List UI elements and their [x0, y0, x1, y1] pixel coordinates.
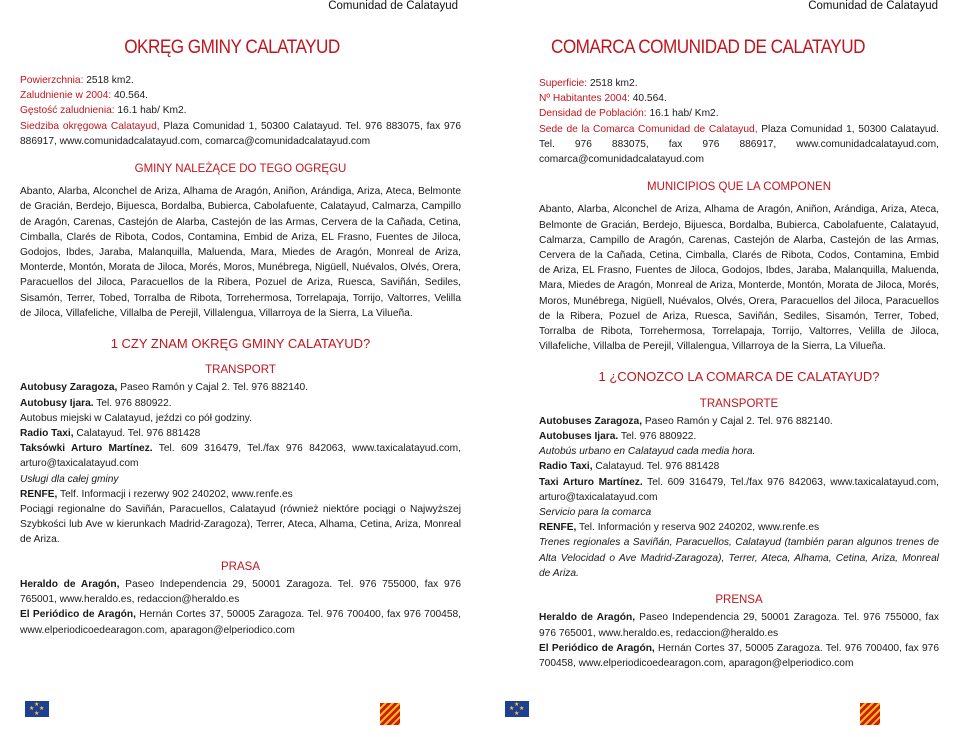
question-heading: 1 CZY ZNAM OKRĘG GMINY CALATAYUD?: [110, 336, 371, 352]
gobierno-de-aragon-logo: [380, 703, 458, 727]
transport-item: Autobús urbano en Calatayud cada media hora.: [539, 446, 756, 458]
transport-list: [20, 380, 461, 547]
municipalities-heading: GMINY NALEŻĄCE DO TEGO OGRĘGU: [134, 163, 347, 176]
press-item: Heraldo de Aragón, Paseo Independencia 29, 50001 Zaragoza. Tel. 976 755000, fax 976 765001, www.heraldo.es, redaccion@heraldo.es: [20, 578, 461, 606]
press-heading: PRENSA: [715, 594, 763, 607]
seat-info: Sede de la Comarca Comunidad de Calatayud, Plaza Comunidad 1, 50300 Calatayud. Tel. 976 883075, fax 976 886917, www.comunidadcalatayud.com, comarca@comunidadcalatayud.com: [539, 123, 939, 166]
municipalities-list: Abanto, Alarba, Alconchel de Ariza, Alhama de Aragón, Aniñon, Arándiga, Ariza, Ateca, Belmonte de Gracián, Berdejo, Bijuesca, Bordalba, Bubierca, Cabolafuente, Calatayud, Calmarza, Campillo de Aragón, Carenas, Castejón de Alarba, Castejón de las Armas, Cervera de la Cañada, Cetina, Cimballa, Clarés de Ribota, Codos, Contamina, Embid de Ariza, EL Frasno, Fuentes de Jiloca, Godojos, Ibdes, Jaraba, Malanquilla, Maluenda, Mara, Miedes de Aragón, Monreal de Ariza, Monterde, Montón, Morata de Jiloca, Morés, Moros, Munébrega, Nigüell, Nuévalos, Olvés, Orera, Paracuellos del Jiloca, Paracuellos de la Ribera, Pozuel de Ariza, Ruesca, Saviñán, Sediles, Sisamón, Terrer, Tobed, Torralba de Ribota, Torrehermosa, Torrelapaja, Torrijo, Valtorres, Velilla de Jiloca, Villafeliche, Villalba de Perejil, Villalengua, Villarroya de la Sierra, La Vilueña.: [539, 204, 939, 353]
transport-item: Autobusy Zaragoza, Paseo Ramón y Cajal 2. Tel. 976 882140.: [20, 382, 309, 394]
stat-line: Gęstość zaludnienia: 16.1 hab/ Km2.: [20, 105, 187, 117]
press-list: [20, 577, 461, 638]
gobierno-de-aragon-logo: [860, 703, 938, 727]
stat-line: Superficie: 2518 km2.: [539, 78, 638, 89]
transport-item: RENFE, Tel. Información y reserva 902 240202, www.renfe.es: [539, 522, 820, 534]
aragon-stripes-icon: [860, 703, 880, 725]
press-item: El Periódico de Aragón, Hernán Cortes 37, 50005 Zaragoza. Tel. 976 700400, fax 976 700458, www.elperiodicoedearagon.com, aparagon@elperiodico.com: [539, 642, 939, 669]
eu-flag-logo: [505, 701, 535, 729]
press-item: Heraldo de Aragón, Paseo Independencia 29, 50001 Zaragoza. Tel. 976 755000, fax 976 765001, www.heraldo.es, redaccion@heraldo.es: [539, 612, 939, 639]
press-heading: PRASA: [221, 560, 260, 573]
transport-item: Autobuses Ijara. Tel. 976 880922.: [539, 431, 697, 443]
seat-info: Siedziba okręgowa Calatayud, Plaza Comunidad 1, 50300 Calatayud. Tel. 976 883075, fax 976 886917, www.comunidadcalatayud.com, comarca@comunidadcalatayud.com: [20, 120, 462, 147]
right-page-spanish: [480, 0, 960, 733]
municipalities-list: Abanto, Alarba, Alconchel de Ariza, Alhama de Aragón, Aniñon, Arándiga, Ariza, Ateca, Belmonte de Gracián, Berdejo, Bijuesca, Bordalba, Bubierca, Cabolafuente, Calatayud, Calmarza, Campillo de Aragón, Carenas, Castejón de Alarba, Castejón de las Armas, Cervera de la Cañada, Cetina, Cimballa, Clarés de Ribota, Codos, Contamina, Embid de Ariza, EL Frasno, Fuentes de Jiloca, Godojos, Ibdes, Jaraba, Malanquilla, Maluenda, Mara, Miedes de Aragón, Monreal de Ariza, Monterde, Montón, Morata de Jiloca, Morés, Moros, Munébrega, Nigüell, Nuévalos, Olvés, Orera, Paracuellos del Jiloca, Paracuellos de la Ribera, Pozuel de Ariza, Ruesca, Saviñán, Sediles, Sisamón, Terrer, Tobed, Torralba de Ribota, Torrehermosa, Torrelapaja, Torrijo, Valtorres, Velilla de Jiloca, Villafeliche, Villalba de Perejil, Villalengua, Villarroya de la Sierra, La Vilueña.: [20, 186, 461, 319]
aragon-stripes-icon: [380, 703, 400, 725]
transport-item: Taxi Arturo Martínez. Tel. 609 316479, Tel./fax 976 842063, www.taxicalatayud.com, arturo@taxicalatayud.com: [539, 476, 939, 503]
transport-item: Trenes regionales a Saviñán, Paracuellos, Calatayud (también paran algunos trenes de Alta Velocidad o Ave Madrid-Zaragoza), Terrer, Ateca, Alhama, Cetina, Ariza, Monreal de Ariza.: [539, 537, 939, 579]
footer-logos: [480, 699, 960, 729]
transport-item: Radio Taxi, Calatayud. Tel. 976 881428: [20, 428, 201, 440]
transport-item: Taksówki Arturo Martínez. Tel. 609 316479, Tel./fax 976 842063, www.taxicalatayud.com, arturo@taxicalatayud.com: [20, 443, 461, 470]
footer-logos: [0, 699, 480, 729]
running-head: Comunidad de Calatayud: [808, 0, 938, 12]
press-item: El Periódico de Aragón, Hernán Cortes 37, 50005 Zaragoza. Tel. 976 700400, fax 976 700458, www.elperiodicoedearagon.com, aparagon@elperiodico.com: [20, 609, 461, 636]
page-title: COMARCA COMUNIDAD DE CALATAYUD: [550, 36, 866, 58]
question-heading: 1 ¿CONOZCO LA COMARCA DE CALATAYUD?: [598, 369, 880, 385]
transport-heading: TRANSPORTE: [699, 397, 779, 410]
transport-item: RENFE, Telf. Informacji i rezerwy 902 240202, www.renfe.es: [20, 488, 293, 500]
eu-flag-icon: ★ ★ ★ ★: [505, 701, 529, 717]
municipalities-heading: MUNICIPIOS QUE LA COMPONEN: [646, 181, 832, 194]
eu-flag-logo: [25, 701, 55, 729]
transport-list: [539, 414, 939, 581]
transport-item: Autobusy Ijara. Tel. 976 880922.: [20, 397, 172, 409]
transport-item: Usługi dla całej gminy: [20, 473, 119, 485]
eu-flag-icon: ★ ★ ★ ★: [25, 701, 49, 717]
stat-line: Nº Habitantes 2004: 40.564.: [539, 93, 667, 105]
transport-item: Autobus miejski w Calatayud, jeździ co pół godziny.: [20, 412, 252, 424]
transport-item: Pociągi regionalne do Saviñán, Paracuellos, Calatayud (również niektóre pociągi o Najwyższej Szybkości lub Ave w kierunkach Madrid-Zaragoza), Terrer, Ateca, Alhama, Cetina, Ariza, Monreal de Ariza.: [20, 504, 461, 546]
transport-item: Servicio para la comarca: [539, 507, 652, 519]
press-list: [539, 610, 939, 671]
stat-line: Densidad de Población: 16.1 hab/ Km2.: [539, 108, 719, 120]
page-content: [20, 73, 461, 638]
stat-line: Zaludnienie w 2004: 40.564.: [20, 90, 149, 102]
running-head: Comunidad de Calatayud: [328, 0, 458, 12]
page-content: [539, 76, 939, 671]
transport-item: Radio Taxi, Calatayud. Tel. 976 881428: [539, 461, 720, 473]
page-title: OKRĘG GMINY CALATAYUD: [124, 36, 340, 58]
stat-line: Powierzchnia: 2518 km2.: [20, 75, 134, 86]
transport-item: Autobuses Zaragoza, Paseo Ramón y Cajal 2. Tel. 976 882140.: [539, 415, 833, 427]
transport-heading: TRANSPORT: [205, 364, 276, 377]
